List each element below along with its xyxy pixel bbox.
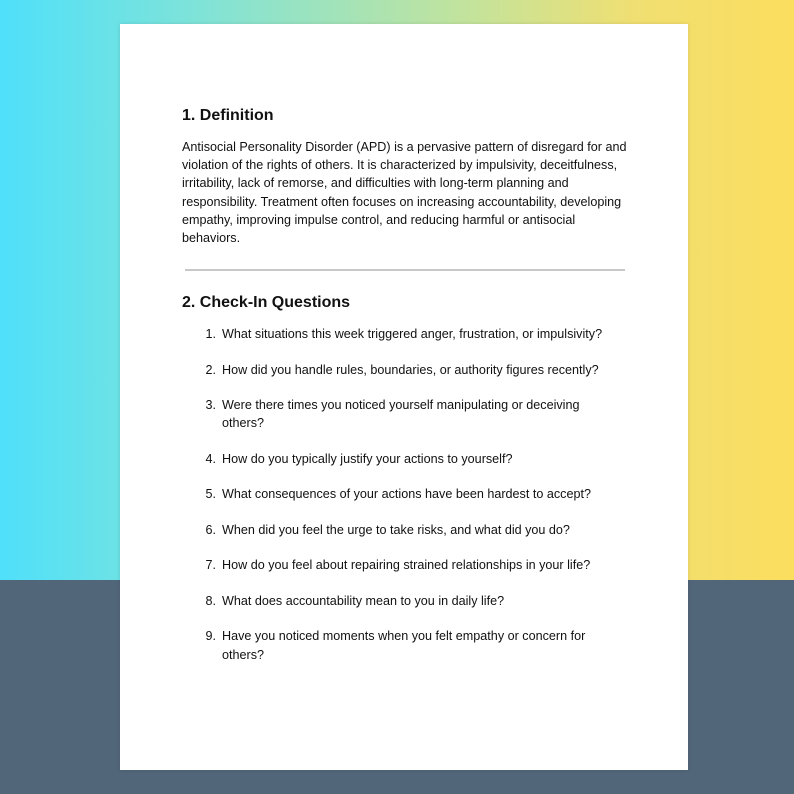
question-number: 7. xyxy=(205,558,216,573)
question-text: Have you noticed moments when you felt empathy or concern for others? xyxy=(222,629,586,662)
question-text: What consequences of your actions have been hardest to accept? xyxy=(222,487,591,502)
question-number: 2. xyxy=(205,362,216,377)
check-in-heading: 2. Check-In Questions xyxy=(182,294,351,312)
question-number: 8. xyxy=(205,593,216,608)
definition-heading: 1. Definition xyxy=(182,107,274,124)
question-number: 5. xyxy=(205,487,216,502)
question-item xyxy=(182,485,630,503)
question-text: How do you typically justify your actions to yourself? xyxy=(222,451,513,466)
question-item xyxy=(182,361,630,379)
question-text: How do you feel about repairing strained relationships in your life? xyxy=(222,558,591,573)
question-text: Were there times you noticed yourself manipulating or deceiving others? xyxy=(222,398,580,431)
question-text: What situations this week triggered anger, frustration, or impulsivity? xyxy=(222,327,603,342)
section-divider xyxy=(185,269,625,271)
question-text: How did you handle rules, boundaries, or authority figures recently? xyxy=(222,362,599,377)
question-text: When did you feel the urge to take risks, and what did you do? xyxy=(222,522,570,537)
question-item xyxy=(182,521,630,539)
question-number: 9. xyxy=(205,629,216,644)
question-item xyxy=(182,325,630,343)
question-item xyxy=(182,396,630,432)
question-number: 6. xyxy=(205,522,216,537)
definition-paragraph: Antisocial Personality Disorder (APD) is a pervasive pattern of disregard for and violation of the rights of others. It is characterized by impulsivity, deceitfulness, irritability, lack of remorse, and difficulties with long-term planning and responsibility. Treatment often focuses on increasing accountability, developing empathy, improving impulse control, and reducing harmful or antisocial behaviors. xyxy=(182,140,627,246)
question-item xyxy=(182,592,630,610)
question-item xyxy=(182,627,630,663)
question-number: 4. xyxy=(205,451,216,466)
question-number: 3. xyxy=(205,398,216,413)
question-item xyxy=(182,450,630,468)
page-content xyxy=(182,106,630,681)
question-item xyxy=(182,556,630,574)
document-page xyxy=(120,24,688,770)
question-number: 1. xyxy=(205,327,216,342)
check-in-question-list xyxy=(182,325,630,664)
question-text: What does accountability mean to you in daily life? xyxy=(222,593,505,608)
